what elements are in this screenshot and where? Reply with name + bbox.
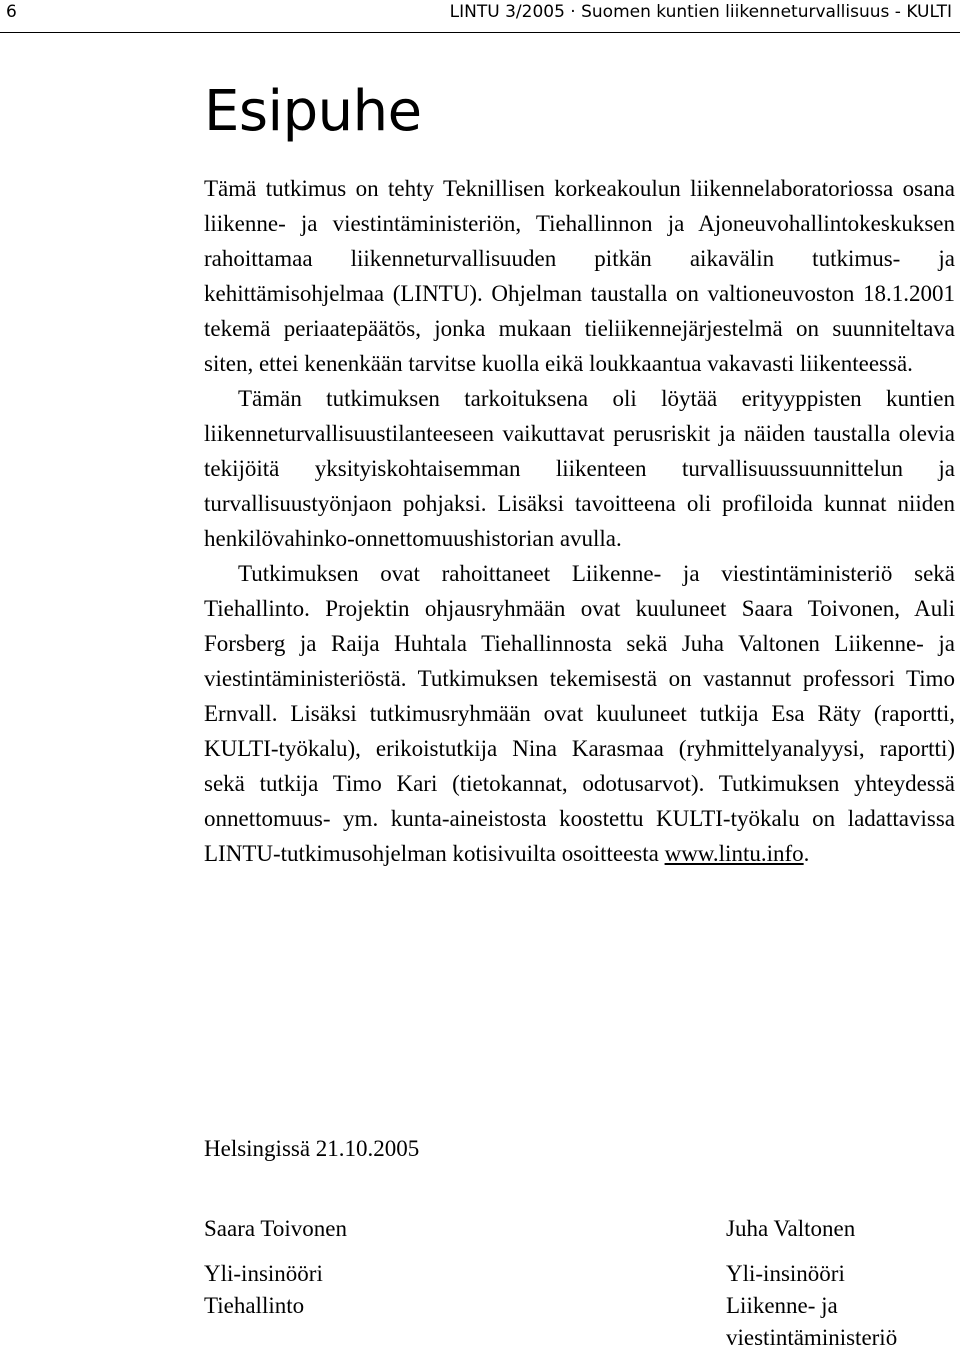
place-and-date: Helsingissä 21.10.2005 <box>204 1136 420 1161</box>
signatory-organization-line-2: viestintäministeriö <box>726 1325 898 1350</box>
page-header <box>0 0 960 42</box>
signature-left <box>204 1213 347 1322</box>
preface-body <box>204 171 955 871</box>
running-title: LINTU 3/2005 · Suomen kuntien liikenneturvallisuus - KULTI <box>449 2 952 22</box>
page-title: Esipuhe <box>204 79 422 144</box>
signatory-organization-line-1: Liikenne- ja <box>726 1293 838 1318</box>
paragraph-2: Tämän tutkimuksen tarkoituksena oli löytää erityyppisten kuntien liikenneturvallisuustilanteeseen vaikuttavat perusriskit ja näiden taustalla olevia tekijöitä yksityiskohtaisemman liikenteen turvallisuussuunnittelun ja turvallisuustyönjaon pohjaksi. Lisäksi tavoitteena oli profiloida kunnat niiden henkilövahinko-onnettomuushistorian avulla. <box>204 386 955 551</box>
page-number: 6 <box>6 2 17 22</box>
paragraph-3-text: Tutkimuksen ovat rahoittaneet Liikenne- ja viestintäministeriö sekä Tiehallinto. Projektin ohjausryhmään ovat kuuluneet Saara Toivonen, Auli Forsberg ja Raija Huhtala Tiehallinnosta sekä Juha Valtonen Liikenne- ja viestintäministeriöstä. Tutkimuksen tekemisestä on vastannut professori Timo Ernvall. Lisäksi tutkimusryhmään ovat kuuluneet tutkija Esa Räty (raportti, KULTI-työkalu), erikoistutkija Nina Karasmaa (ryhmittelyanalyysi, raportti) sekä tutkija Timo Kari (tietokannat, odotusarvot). Tutkimuksen yhteydessä onnettomuus- ym. kunta-aineistosta koostettu KULTI-työkalu on ladattavissa LINTU-tutkimusohjelman kotisivuilta osoitteesta <box>204 561 955 866</box>
signatory-organization: Tiehallinto <box>204 1293 305 1318</box>
signature-right <box>726 1213 897 1354</box>
paragraph-3 <box>204 556 955 871</box>
signatory-name: Saara Toivonen <box>204 1216 347 1241</box>
signatory-title: Yli-insinööri <box>726 1261 845 1286</box>
lintu-website-link[interactable]: www.lintu.info <box>664 841 804 866</box>
paragraph-1: Tämä tutkimus on tehty Teknillisen korkeakoulun liikennelaboratoriossa osana liikenne- ja viestintäministeriön, Tiehallinnon ja Ajoneuvohallintokeskuksen rahoittamaa liikenneturvallisuuden pitkän aikavälin tutkimus- ja kehittämisohjelmaa (LINTU). Ohjelman taustalla on valtioneuvoston 18.1.2001 tekemä periaatepäätös, jonka mukaan tieliikennejärjestelmä on suunniteltava siten, ettei kenenkään tarvitse kuolla eikä loukkaantua vakavasti liikenteessä. <box>204 176 955 376</box>
signatory-name: Juha Valtonen <box>726 1216 856 1241</box>
signatory-title: Yli-insinööri <box>204 1261 323 1286</box>
link-suffix: . <box>803 841 810 866</box>
header-divider <box>0 32 960 33</box>
